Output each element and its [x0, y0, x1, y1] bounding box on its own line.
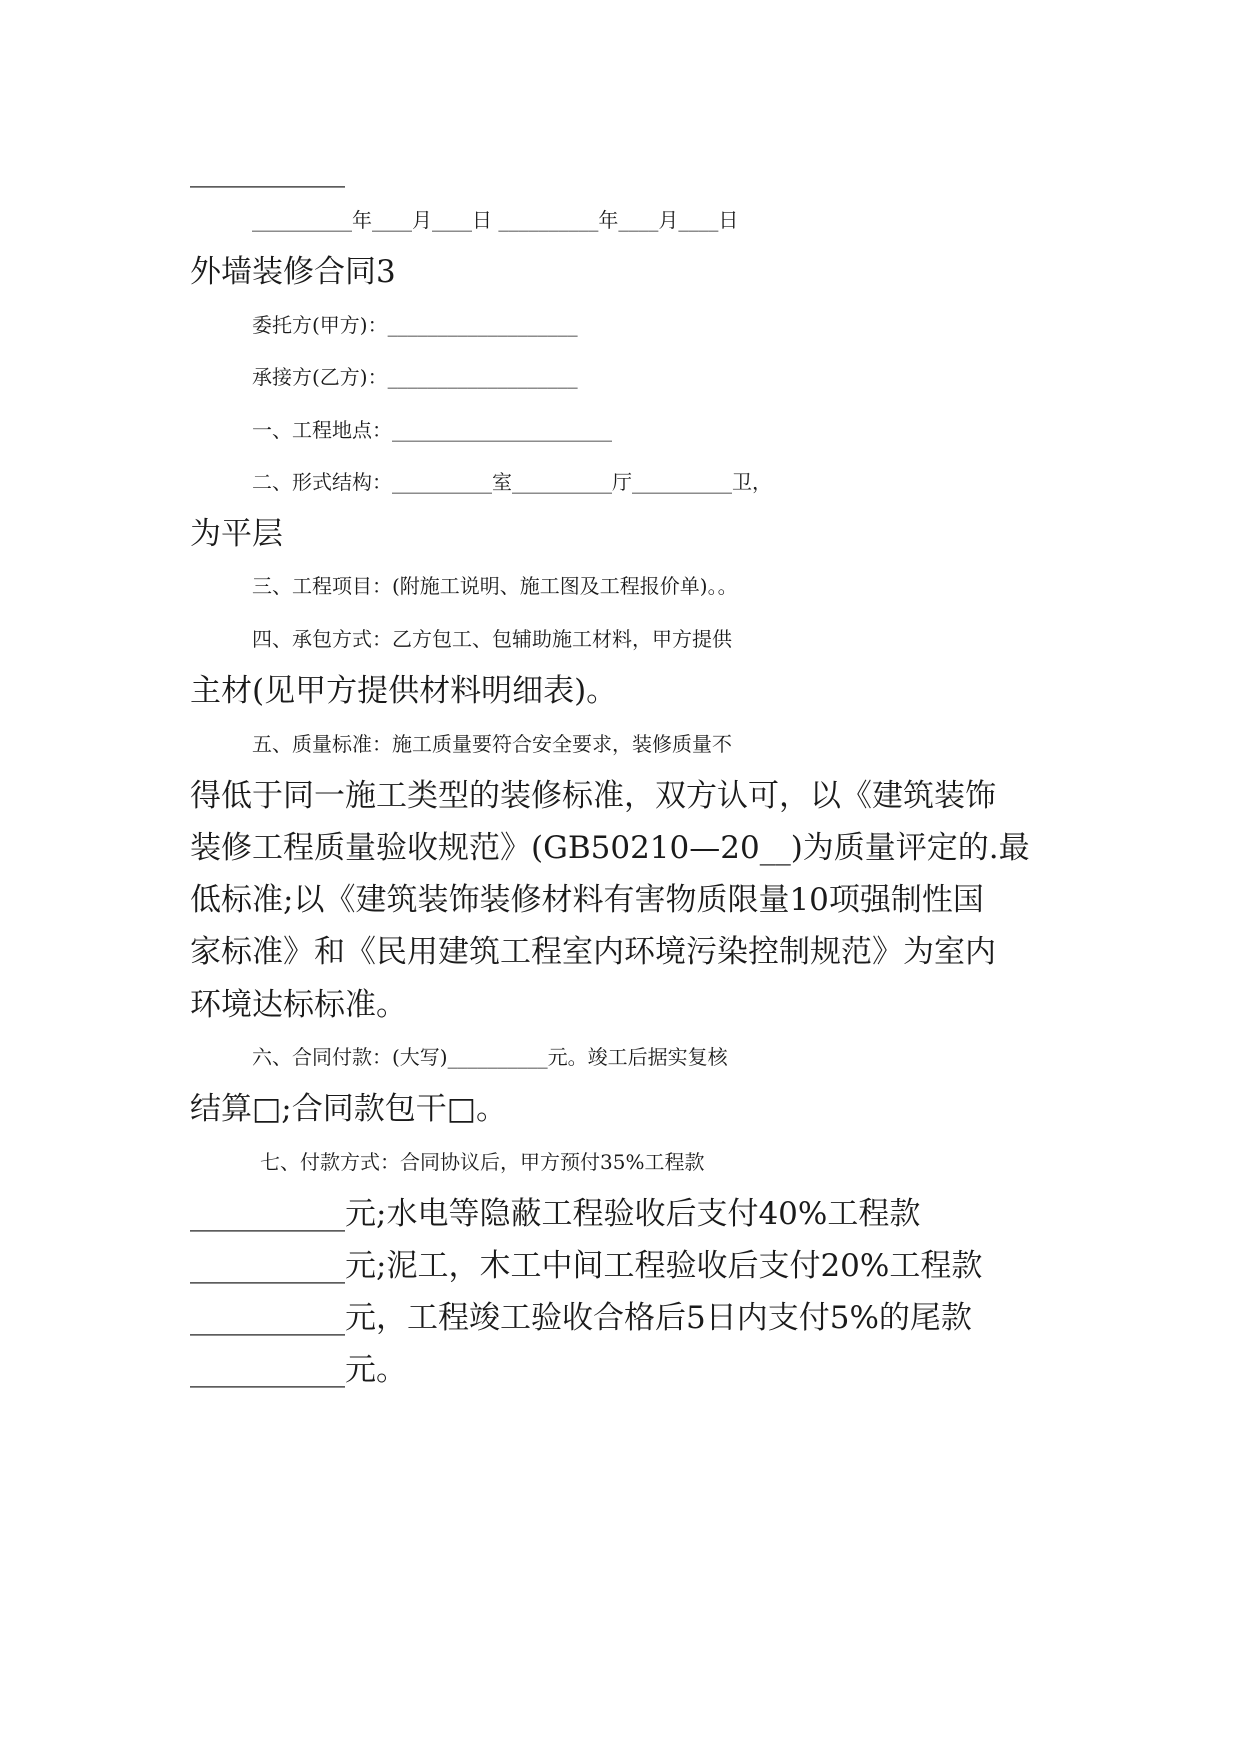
- clause-7-payment-line5: __________元。: [190, 1352, 407, 1388]
- clause-7-payment-line2: __________元;水电等隐蔽工程验收后支付40%工程款: [190, 1196, 921, 1232]
- clause-1-location: 一、工程地点：______________________: [252, 418, 612, 442]
- clause-2-structure-cont: 为平层: [190, 516, 283, 552]
- clause-7-payment-method: 七、付款方式：合同协议后，甲方预付35%工程款: [260, 1150, 705, 1174]
- clause-3-items: 三、工程项目：(附施工说明、施工图及工程报价单)。。: [252, 574, 738, 598]
- clause-7-payment-line3: __________元;泥工，木工中间工程验收后支付20%工程款: [190, 1248, 983, 1284]
- clause-7-payment-line4: __________元，工程竣工验收合格后5日内支付5%的尾款: [190, 1300, 972, 1336]
- clause-4-contracting: 四、承包方式：乙方包工、包辅助施工材料，甲方提供: [252, 627, 732, 651]
- party-a-line: 委托方(甲方)：___________________: [252, 313, 578, 337]
- clause-5-quality-line6: 环境达标标准。: [190, 987, 407, 1023]
- clause-6-payment: 六、合同付款：(大写)__________元。竣工后据实复核: [252, 1045, 728, 1069]
- clause-5-quality-line2: 得低于同一施工类型的装修标准，双方认可，以《建筑装饰: [190, 778, 996, 814]
- clause-5-quality-line5: 家标准》和《民用建筑工程室内环境污染控制规范》为室内: [190, 934, 996, 970]
- date-line: __________年____月____日 __________年____月____日: [252, 208, 739, 232]
- party-b-line: 承接方(乙方)：___________________: [252, 365, 578, 389]
- clause-4-contracting-cont: 主材(见甲方提供材料明细表)。: [190, 673, 618, 709]
- clause-6-payment-cont: 结算□;合同款包干□。: [190, 1091, 508, 1127]
- top-blank-line: __________: [190, 152, 345, 188]
- contract-title: 外墙装修合同3: [190, 254, 396, 290]
- clause-5-quality: 五、质量标准：施工质量要符合安全要求，装修质量不: [252, 732, 732, 756]
- clause-5-quality-line3: 装修工程质量验收规范》(GB50210—20__)为质量评定的.最: [190, 830, 1030, 866]
- clause-5-quality-line4: 低标准;以《建筑装饰装修材料有害物质限量10项强制性国: [190, 882, 984, 918]
- clause-2-structure: 二、形式结构：__________室__________厅__________卫，: [252, 470, 772, 494]
